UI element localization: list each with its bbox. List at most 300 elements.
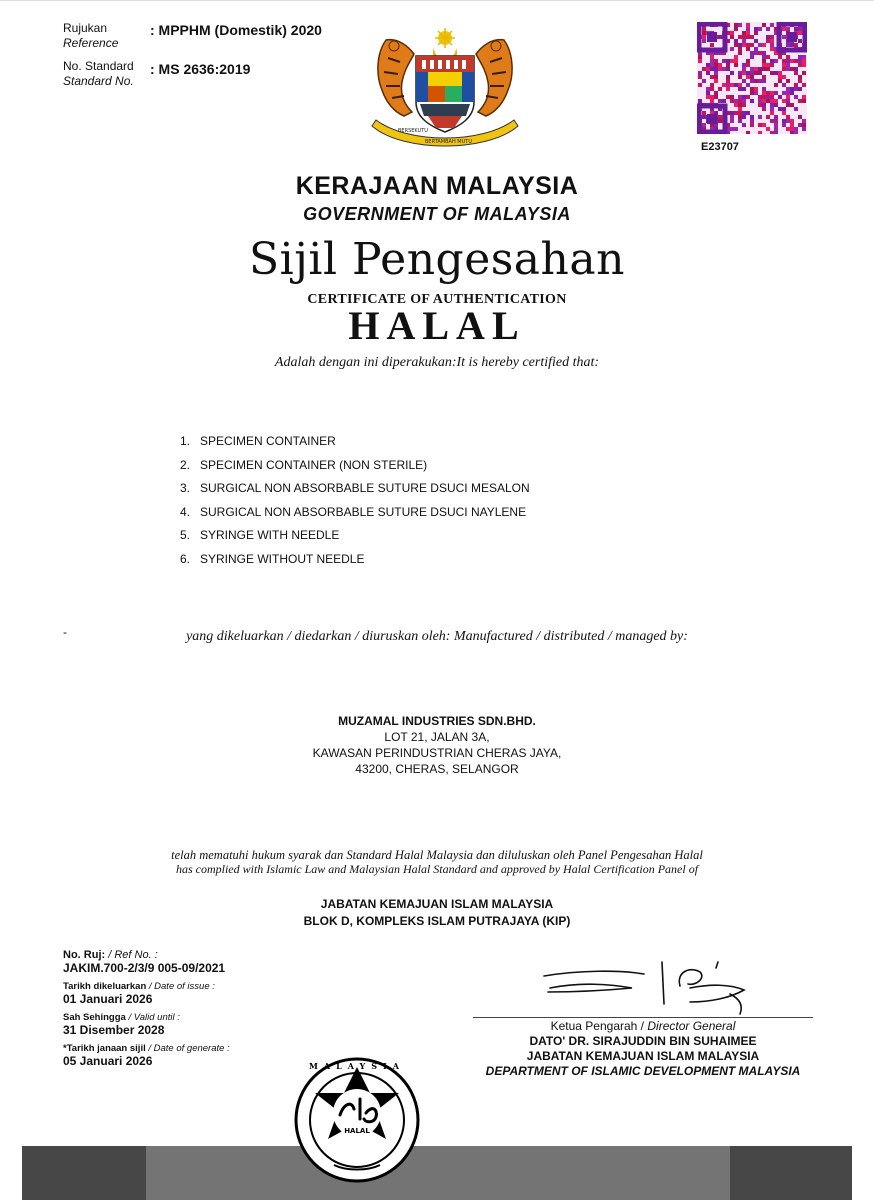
qr-cell — [770, 47, 774, 51]
qr-cell — [738, 111, 742, 115]
qr-cell — [714, 67, 718, 71]
qr-cell — [802, 83, 806, 87]
qr-cell — [754, 47, 758, 51]
qr-cell — [794, 87, 798, 91]
qr-cell — [710, 95, 714, 99]
list-item — [180, 430, 530, 454]
qr-cell — [786, 103, 790, 107]
qr-cell — [710, 83, 714, 87]
company-address-line: KAWASAN PERINDUSTRIAN CHERAS JAYA, — [312, 746, 562, 760]
qr-cell — [726, 79, 730, 83]
qr-cell — [738, 107, 742, 111]
qr-cell — [702, 111, 706, 115]
issue-date-value: 01 Januari 2026 — [63, 992, 153, 1006]
qr-cell — [762, 59, 766, 63]
qr-cell — [750, 55, 754, 59]
qr-cell — [766, 27, 770, 31]
qr-cell — [762, 23, 766, 27]
qr-cell — [794, 83, 798, 87]
qr-cell — [786, 67, 790, 71]
reference-value: : MPPHM (Domestik) 2020 — [150, 22, 322, 38]
qr-cell — [762, 99, 766, 103]
qr-cell — [750, 99, 754, 103]
qr-cell — [746, 59, 750, 63]
qr-cell — [742, 99, 746, 103]
qr-cell — [754, 79, 758, 83]
qr-cell — [730, 127, 734, 131]
qr-cell — [758, 99, 762, 103]
qr-cell — [794, 27, 798, 31]
qr-cell — [706, 87, 710, 91]
qr-cell — [738, 83, 742, 87]
qr-cell — [786, 87, 790, 91]
valid-label-ms: Sah Sehingga — [63, 1012, 126, 1023]
bottom-bar — [22, 1146, 852, 1200]
ref-label — [63, 949, 230, 961]
qr-cell — [738, 95, 742, 99]
qr-cell — [798, 99, 802, 103]
qr-cell — [782, 67, 786, 71]
qr-cell — [770, 99, 774, 103]
bottom-bar-right-block — [730, 1146, 852, 1200]
qr-cell — [734, 27, 738, 31]
qr-cell — [802, 71, 806, 75]
qr-cell — [718, 63, 722, 67]
qr-cell — [758, 27, 762, 31]
qr-cell — [774, 123, 778, 127]
qr-cell — [714, 59, 718, 63]
director-signature — [540, 958, 760, 1020]
qr-cell — [750, 35, 754, 39]
qr-cell — [798, 31, 802, 35]
qr-cell — [802, 123, 806, 127]
issue-label-en: / Date of issue : — [146, 981, 215, 992]
qr-cell — [786, 99, 790, 103]
reference-label-en: Reference — [63, 36, 119, 50]
signature-line — [473, 1017, 813, 1018]
certificate-details — [63, 949, 230, 1074]
qr-cell — [758, 67, 762, 71]
qr-cell — [754, 91, 758, 95]
qr-cell — [774, 127, 778, 131]
qr-cell — [782, 63, 786, 67]
qr-cell — [798, 55, 802, 59]
qr-cell — [738, 51, 742, 55]
qr-cell — [722, 59, 726, 63]
standard-label-en: Standard No. — [63, 74, 134, 88]
qr-cell — [738, 115, 742, 119]
qr-cell — [742, 115, 746, 119]
qr-cell — [798, 123, 802, 127]
qr-cell — [786, 55, 790, 59]
qr-cell — [718, 119, 722, 123]
qr-cell — [782, 83, 786, 87]
qr-cell — [714, 71, 718, 75]
qr-cell — [730, 115, 734, 119]
product-number: 5. — [180, 528, 191, 542]
qr-cell — [790, 127, 794, 131]
qr-cell — [770, 111, 774, 115]
qr-cell — [794, 71, 798, 75]
qr-cell — [802, 119, 806, 123]
qr-cell — [702, 27, 706, 31]
qr-cell — [702, 67, 706, 71]
qr-cell — [746, 111, 750, 115]
qr-cell — [710, 67, 714, 71]
qr-cell — [790, 131, 794, 134]
compliance-statement-ms: telah mematuhi hukum syarak dan Standard Halal Malaysia dan diluluskan oleh Panel Pengesahan Halal — [171, 848, 703, 862]
generate-date-label — [63, 1043, 230, 1054]
ref-label-ms: No. Ruj: — [63, 949, 106, 961]
qr-cell — [730, 111, 734, 115]
qr-cell — [778, 79, 782, 83]
qr-cell — [714, 91, 718, 95]
qr-cell — [750, 71, 754, 75]
qr-cell — [790, 67, 794, 71]
qr-cell — [734, 23, 738, 27]
generate-label-ms: *Tarikh janaan sijil — [63, 1043, 146, 1054]
government-title-ms: KERAJAAN MALAYSIA — [295, 172, 579, 200]
qr-cell — [746, 27, 750, 31]
qr-cell — [718, 35, 722, 39]
qr-cell — [762, 67, 766, 71]
issue-date-label — [63, 981, 230, 992]
qr-cell — [762, 95, 766, 99]
qr-cell — [730, 31, 734, 35]
qr-cell — [702, 115, 706, 119]
qr-cell — [738, 35, 742, 39]
qr-cell — [790, 43, 794, 47]
qr-cell — [802, 95, 806, 99]
qr-cell — [798, 63, 802, 67]
qr-cell — [730, 59, 734, 63]
ref-label-en: / Ref No. : — [105, 949, 158, 961]
qr-cell — [758, 79, 762, 83]
generate-label-en: / Date of generate : — [145, 1043, 230, 1054]
qr-cell — [802, 99, 806, 103]
qr-cell — [702, 39, 706, 43]
list-item — [180, 501, 530, 525]
qr-cell — [774, 59, 778, 63]
qr-cell — [746, 63, 750, 67]
product-number: 3. — [180, 481, 191, 495]
qr-cell — [786, 95, 790, 99]
company-name: MUZAMAL INDUSTRIES SDN.BHD. — [338, 714, 536, 728]
qr-cell — [758, 95, 762, 99]
qr-cell — [742, 71, 746, 75]
company-address-line: LOT 21, JALAN 3A, — [384, 730, 490, 744]
qr-cell — [794, 59, 798, 63]
qr-cell — [770, 95, 774, 99]
qr-cell — [742, 123, 746, 127]
qr-cell — [782, 59, 786, 63]
certificate-title-ms: Sijil Pengesahan — [249, 234, 625, 285]
qr-cell — [750, 91, 754, 95]
qr-cell — [782, 27, 786, 31]
qr-cell — [762, 55, 766, 59]
qr-cell — [722, 83, 726, 87]
qr-cell — [698, 71, 702, 75]
qr-cell — [754, 87, 758, 91]
generate-date-value: 05 Januari 2026 — [63, 1054, 153, 1068]
qr-cell — [778, 75, 782, 79]
halal-logo-ring-text: MALAYSIA — [309, 1061, 405, 1071]
standard-label — [63, 59, 134, 89]
qr-cell — [770, 103, 774, 107]
qr-cell — [710, 55, 714, 59]
qr-cell — [778, 55, 782, 59]
qr-cell — [714, 95, 718, 99]
qr-cell — [754, 71, 758, 75]
product-number: 1. — [180, 434, 191, 448]
qr-cell — [786, 27, 790, 31]
qr-code — [697, 22, 807, 134]
issuing-authority — [0, 896, 874, 930]
qr-cell — [742, 39, 746, 43]
qr-cell — [774, 115, 778, 119]
qr-cell — [766, 95, 770, 99]
qr-cell — [746, 23, 750, 27]
director-block — [473, 1019, 813, 1079]
qr-cell — [774, 119, 778, 123]
qr-cell — [726, 75, 730, 79]
qr-cell — [738, 87, 742, 91]
qr-cell — [730, 99, 734, 103]
qr-cell — [730, 83, 734, 87]
qr-cell — [734, 103, 738, 107]
qr-cell — [706, 67, 710, 71]
qr-cell — [790, 103, 794, 107]
qr-cell — [762, 107, 766, 111]
qr-cell — [726, 83, 730, 87]
qr-cell — [754, 27, 758, 31]
qr-cell — [770, 107, 774, 111]
qr-cell — [762, 51, 766, 55]
qr-cell — [770, 59, 774, 63]
qr-cell — [706, 91, 710, 95]
qr-cell — [790, 87, 794, 91]
qr-cell — [758, 51, 762, 55]
qr-cell — [770, 63, 774, 67]
qr-cell — [782, 91, 786, 95]
qr-cell — [770, 23, 774, 27]
qr-cell — [802, 59, 806, 63]
qr-cell — [798, 39, 802, 43]
qr-cell — [766, 39, 770, 43]
reference-label — [63, 21, 118, 51]
qr-cell — [798, 75, 802, 79]
qr-cell — [734, 55, 738, 59]
qr-cell — [786, 91, 790, 95]
qr-cell — [786, 115, 790, 119]
qr-cell — [706, 63, 710, 67]
government-title-en: GOVERNMENT OF MALAYSIA — [303, 204, 571, 224]
halal-logo-center-text: HALAL — [344, 1127, 370, 1135]
qr-cell — [746, 47, 750, 51]
qr-cell — [786, 119, 790, 123]
qr-cell — [766, 67, 770, 71]
qr-cell — [762, 43, 766, 47]
qr-cell — [762, 87, 766, 91]
qr-cell — [698, 59, 702, 63]
qr-cell — [718, 87, 722, 91]
qr-cell — [742, 35, 746, 39]
qr-cell — [774, 131, 778, 134]
qr-cell — [742, 79, 746, 83]
qr-cell — [758, 43, 762, 47]
qr-cell — [710, 43, 714, 47]
list-item — [180, 524, 530, 548]
list-item — [180, 477, 530, 501]
director-department-en: DEPARTMENT OF ISLAMIC DEVELOPMENT MALAYSIA — [485, 1064, 801, 1078]
qr-cell — [794, 127, 798, 131]
qr-cell — [770, 43, 774, 47]
qr-cell — [762, 79, 766, 83]
qr-cell — [714, 63, 718, 67]
qr-cell — [782, 111, 786, 115]
product-name: SYRINGE WITH NEEDLE — [200, 528, 340, 542]
qr-cell — [750, 51, 754, 55]
qr-cell — [738, 23, 742, 27]
product-name: SURGICAL NON ABSORBABLE SUTURE DSUCI MESALON — [200, 481, 530, 495]
product-number: 6. — [180, 551, 191, 566]
qr-cell — [790, 59, 794, 63]
qr-cell — [738, 43, 742, 47]
qr-cell — [758, 71, 762, 75]
qr-cell — [786, 79, 790, 83]
qr-cell — [742, 31, 746, 35]
qr-cell — [774, 99, 778, 103]
product-list — [180, 430, 530, 571]
standard-value: : MS 2636:2019 — [150, 61, 251, 77]
product-number: 4. — [180, 504, 191, 519]
qr-cell — [798, 115, 802, 119]
product-name: SURGICAL NON ABSORBABLE SUTURE DSUCI NAYLENE — [200, 504, 527, 519]
qr-cell — [766, 99, 770, 103]
qr-code-label: E23707 — [701, 141, 739, 153]
qr-cell — [754, 39, 758, 43]
qr-cell — [750, 115, 754, 119]
qr-cell — [754, 67, 758, 71]
reference-label-ms: Rujukan — [63, 21, 108, 35]
product-number: 2. — [180, 457, 191, 472]
qr-cell — [746, 75, 750, 79]
qr-cell — [790, 119, 794, 123]
qr-cell — [734, 83, 738, 87]
qr-cell — [702, 31, 706, 35]
qr-cell — [726, 87, 730, 91]
valid-until-value: 31 Disember 2028 — [63, 1023, 165, 1037]
director-title-en: Director General — [647, 1019, 736, 1033]
qr-cell — [750, 43, 754, 47]
qr-cell — [722, 99, 726, 103]
qr-cell — [746, 71, 750, 75]
qr-cell — [782, 99, 786, 103]
qr-cell — [786, 127, 790, 131]
qr-cell — [770, 131, 774, 134]
qr-cell — [774, 83, 778, 87]
qr-cell — [738, 103, 742, 107]
qr-cell — [786, 59, 790, 63]
qr-cell — [766, 63, 770, 67]
qr-cell — [742, 95, 746, 99]
director-name: DATO' DR. SIRAJUDDIN BIN SUHAIMEE — [529, 1034, 757, 1048]
authority-address: BLOK D, KOMPLEKS ISLAM PUTRAJAYA (KIP) — [303, 914, 571, 928]
issue-label-ms: Tarikh dikeluarkan — [63, 981, 147, 992]
qr-cell — [798, 79, 802, 83]
company-address — [0, 713, 874, 777]
qr-cell — [734, 59, 738, 63]
qr-cell — [786, 43, 790, 47]
qr-cell — [746, 35, 750, 39]
qr-cell — [802, 63, 806, 67]
qr-cell — [710, 59, 714, 63]
qr-cell — [702, 35, 706, 39]
qr-cell — [730, 71, 734, 75]
qr-cell — [710, 87, 714, 91]
crest-motto-center: BERTAMBAH MUTU — [425, 139, 472, 145]
product-name: SPECIMEN CONTAINER (NON STERILE) — [200, 457, 428, 472]
certify-statement: Adalah dengan ini diperakukan:It is hereby certified that: — [274, 355, 600, 370]
top-border — [0, 0, 874, 1]
qr-cell — [762, 63, 766, 67]
qr-cell — [754, 31, 758, 35]
qr-cell — [738, 119, 742, 123]
qr-cell — [726, 59, 730, 63]
qr-cell — [750, 87, 754, 91]
qr-cell — [734, 127, 738, 131]
director-title — [473, 1019, 813, 1034]
qr-cell — [762, 91, 766, 95]
qr-cell — [710, 75, 714, 79]
qr-cell — [706, 71, 710, 75]
qr-cell — [746, 43, 750, 47]
qr-cell — [758, 115, 762, 119]
qr-cell — [734, 63, 738, 67]
qr-cell — [738, 71, 742, 75]
qr-cell — [726, 95, 730, 99]
director-title-ms: Ketua Pengarah / — [550, 1019, 648, 1033]
list-item — [180, 454, 530, 478]
qr-cell — [750, 119, 754, 123]
qr-cell — [718, 99, 722, 103]
qr-cell — [738, 99, 742, 103]
qr-cell — [742, 67, 746, 71]
qr-cell — [730, 47, 734, 51]
qr-cell — [782, 75, 786, 79]
qr-cell — [766, 35, 770, 39]
qr-cell — [730, 35, 734, 39]
valid-until-label — [63, 1012, 230, 1023]
authority-name: JABATAN KEMAJUAN ISLAM MALAYSIA — [320, 897, 554, 911]
company-address-line: 43200, CHERAS, SELANGOR — [355, 762, 519, 776]
qr-cell — [782, 119, 786, 123]
qr-cell — [770, 39, 774, 43]
qr-cell — [698, 55, 702, 59]
qr-cell — [742, 103, 746, 107]
qr-cell — [770, 35, 774, 39]
qr-cell — [754, 51, 758, 55]
qr-cell — [726, 67, 730, 71]
qr-cell — [742, 87, 746, 91]
qr-cell — [774, 91, 778, 95]
certificate-title-en: CERTIFICATE OF AUTHENTICATION — [307, 292, 567, 307]
qr-cell — [702, 79, 706, 83]
product-name: SYRINGE WITHOUT NEEDLE — [200, 551, 365, 566]
qr-cell — [802, 127, 806, 131]
qr-cell — [798, 27, 802, 31]
dash-mark: - — [63, 625, 67, 639]
